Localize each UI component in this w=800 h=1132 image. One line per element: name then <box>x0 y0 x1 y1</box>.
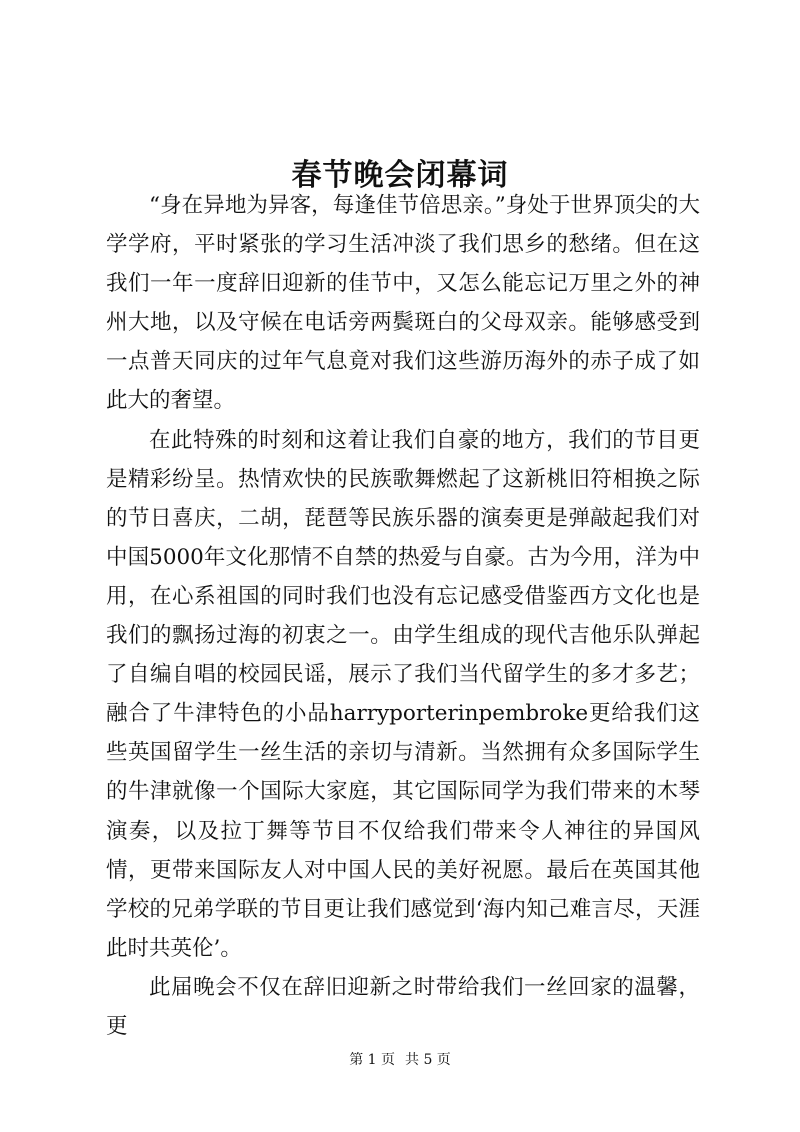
page-total: 共 5 页 <box>405 1052 451 1068</box>
document-body <box>106 186 700 1046</box>
page-number: 第 1 页 <box>349 1052 395 1068</box>
paragraph: 在此特殊的时刻和这着让我们自豪的地方，我们的节目更是精彩纷呈。热情欢快的民族歌舞燃起了这新桃旧符相换之际的节日喜庆，二胡，琵琶等民族乐器的演奏更是弹敲起我们对中国5000年文化那情不自禁的热爱与自豪。古为今用，洋为中用，在心系祖国的同时我们也没有忘记感受借鉴西方文化也是我们的飘扬过海的初衷之一。由学生组成的现代吉他乐队弹起了自编自唱的校园民谣，展示了我们当代留学生的多才多艺；融合了牛津特色的小品harryporterinpembroke更给我们这些英国留学生一丝生活的亲切与清新。当然拥有众多国际学生的牛津就像一个国际大家庭，其它国际同学为我们带来的木琴演奏，以及拉丁舞等节目不仅给我们带来令人神往的异国风情，更带来国际友人对中国人民的美好祝愿。最后在英国其他学校的兄弟学联的节目更让我们感觉到‘海内知己难言尽，天涯此时共英伦’。 <box>106 427 700 961</box>
document-title: 春节晚会闭幕词 <box>291 158 509 194</box>
paragraph: “身在异地为异客，每逢佳节倍思亲。”身处于世界顶尖的大学学府，平时紧张的学习生活冲淡了我们思乡的愁绪。但在这我们一年一度辞旧迎新的佳节中，又怎么能忘记万里之外的神州大地，以及守候在电话旁两鬓斑白的父母双亲。能够感受到一点普天同庆的过年气息竟对我们这些游历海外的赤子成了如此大的奢望。 <box>106 193 700 414</box>
paragraph: 此届晚会不仅在辞旧迎新之时带给我们一丝回家的温馨，更 <box>106 974 700 1039</box>
page-footer <box>0 1050 800 1070</box>
